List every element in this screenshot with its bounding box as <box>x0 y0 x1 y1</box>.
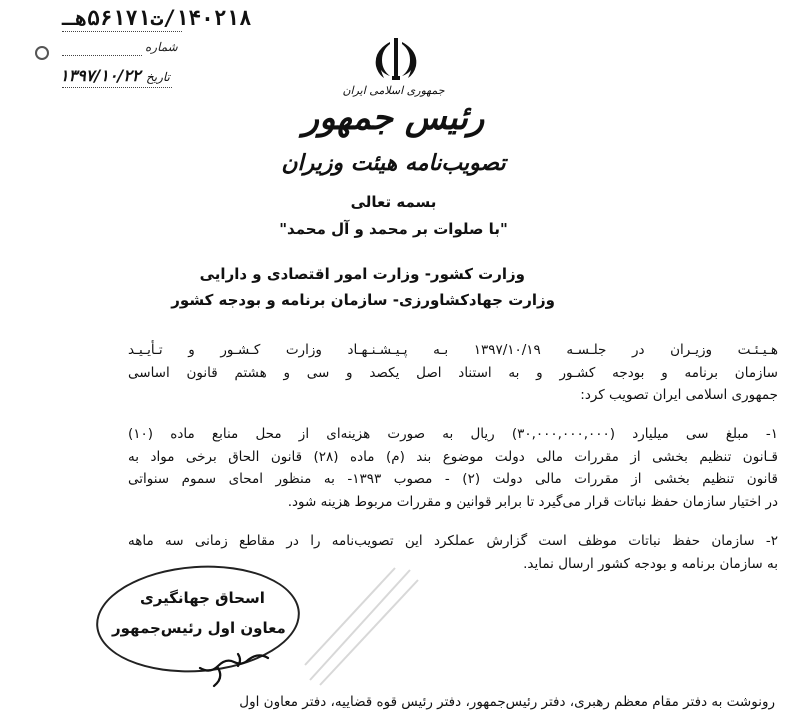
number-label: شماره <box>145 40 178 54</box>
date-field <box>60 66 170 85</box>
faint-watermark <box>300 560 420 690</box>
reference-number: ۱۴۰۲۱۸/ت۵۶۱۷۱هـ <box>62 6 252 30</box>
decree-clause-1 <box>128 423 778 513</box>
invocation: بسمه تعالی <box>350 193 437 211</box>
decree-intro-line: جمهوری اسلامی ایران تصویب کرد: <box>580 387 778 403</box>
clause-2-line: به سازمان برنامه و بودجه کشور ارسال نماید. <box>523 555 778 572</box>
document-type: تصویب‌نامه هیئت وزیران <box>281 150 506 176</box>
recipient-line-2: وزارت جهادکشاورزی- سازمان برنامه و بودجه کشور <box>171 291 555 309</box>
clause-2-line: ۲- سازمان حفظ نباتات موظف است گزارش عملکرد این تصویب‌نامه را در مقاطع زمانی سه ماهه <box>128 533 778 549</box>
handwritten-signature <box>188 646 278 688</box>
number-line <box>62 55 142 56</box>
reference-underline <box>62 31 182 32</box>
decree-intro-line: هـیـئـت وزیـران در جلـسـه ۱۳۹۷/۱۰/۱۹ بـه پـیـشـنـهـاد وزارت کـشـور و تـأیـیـد <box>128 342 778 358</box>
date-label: تاریخ <box>146 70 170 84</box>
decree-intro <box>128 339 778 407</box>
copies-line: رونوشت به دفتر مقام معظم رهبری، دفتر رئیس‌جمهور، دفتر رئیس قوه قضاییه، دفتر معاون اول <box>239 694 775 710</box>
salawat: "با صلوات بر محمد و آل محمد" <box>279 220 508 238</box>
clause-1-line: در اختیار سازمان حفظ نباتات قرار می‌گیرد تا برابر قوانین و مقررات مربوط هزینه شود. <box>287 493 778 510</box>
recipient-line-1: وزارت کشور- وزارت امور اقتصادی و دارایی <box>199 265 525 283</box>
clause-1-line: قانون تنظیم بخشی از مقررات مالی دولت (۲) - مصوب ۱۳۹۳- به منظور امحای سموم سنواتی <box>128 471 778 487</box>
office-title: رئیس جمهور <box>302 98 485 138</box>
national-emblem-icon <box>370 36 422 82</box>
clause-1-line: ۱- مبلغ سی میلیارد (۳۰,۰۰۰,۰۰۰,۰۰۰) ریال به صورت هزینه‌ای از محل منابع ماده (۱۰) <box>128 426 778 442</box>
republic-title: جمهوری اسلامی ایران <box>342 84 445 97</box>
signatory-name: اسحاق جهانگیری <box>140 589 265 607</box>
date-value: ۱۳۹۷/۱۰/۲۲ <box>60 66 141 85</box>
punch-hole-mark <box>35 46 49 60</box>
clause-1-line: قـانون تنظیم بخشی از مقررات مالی دولت موضوع بند (م) ماده (۲۸) قانون الحاق برخی مواد به <box>128 448 778 465</box>
decree-intro-line: سازمان برنامه و بودجه کشـور و به استناد اصل یکصد و سی و هشتم قانون اساسی <box>128 364 778 381</box>
signatory-title: معاون اول رئیس‌جمهور <box>112 619 286 637</box>
